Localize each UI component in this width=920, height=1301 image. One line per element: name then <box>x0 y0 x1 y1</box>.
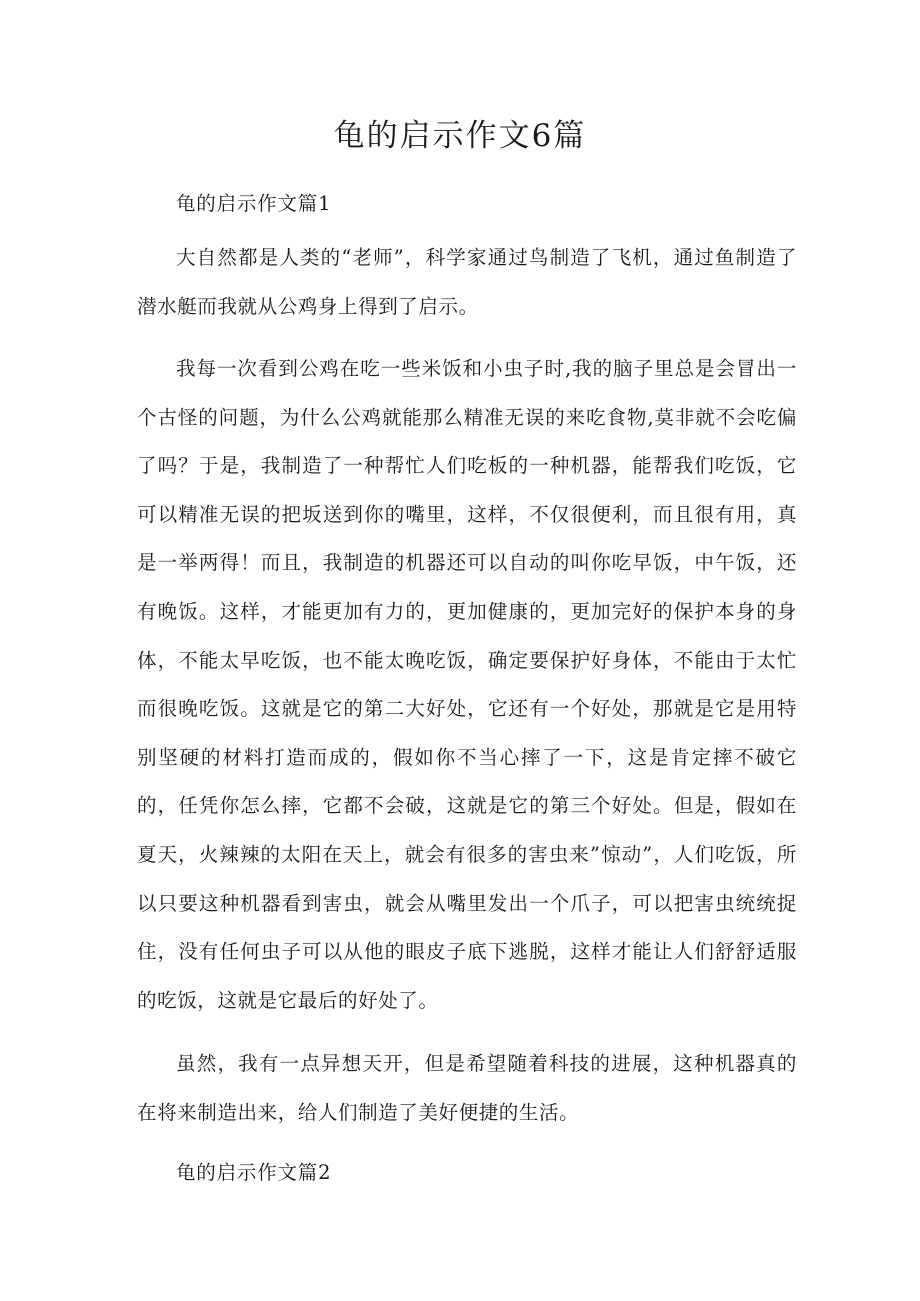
section-heading-2: 龟的启示作文篇2 <box>176 1161 332 1184</box>
section-heading-1: 龟的启示作文篇1 <box>176 192 332 215</box>
paragraph-1: 大自然都是人类的“老师”，科学家通过鸟制造了飞机，通过鱼制造了潜水艇而我就从公鸡身上得到了启示。 <box>137 246 797 318</box>
document-title: 龟的启示作文6篇 <box>333 118 587 154</box>
paragraph-3: 虽然，我有一点异想天开，但是希望随着科技的进展，这种机器真的在将来制造出来，给人们制造了美好便捷的生活。 <box>137 1052 797 1124</box>
paragraph-2: 我每一次看到公鸡在吃一些米饭和小虫子时,我的脑子里总是会冒出一个古怪的问题，为什么公鸡就能那么精准无误的来吃食物,莫非就不会吃偏了吗？于是，我制造了一种帮忙人们吃板的一种机器，能帮我们吃饭，它可以精准无误的把坂送到你的嘴里，这样，不仅很便利，而且很有用，真是一举两得！而且，我制造的机器还可以自动的叫你吃早饭，中午饭，还有晚饭。这样，才能更加有力的，更加健康的，更加完好的保护本身的身体，不能太早吃饭，也不能太晚吃饭，确定要保护好身体，不能由于太忙而很晚吃饭。这就是它的第二大好处，它还有一个好处，那就是它是用特别坚硬的材料打造而成的，假如你不当心摔了一下，这是肯定摔不破它的，任凭你怎么摔，它都不会破，这就是它的第三个好处。但是，假如在夏天，火辣辣的太阳在天上，就会有很多的害虫来”惊动”，人们吃饭，所以只要这种机器看到害虫，就会从嘴里发出一个爪子，可以把害虫统统捉住，没有任何虫子可以从他的眼皮子底下逃脱，这样才能让人们舒舒适服的吃饭，这就是它最后的好处了。 <box>137 357 797 1012</box>
